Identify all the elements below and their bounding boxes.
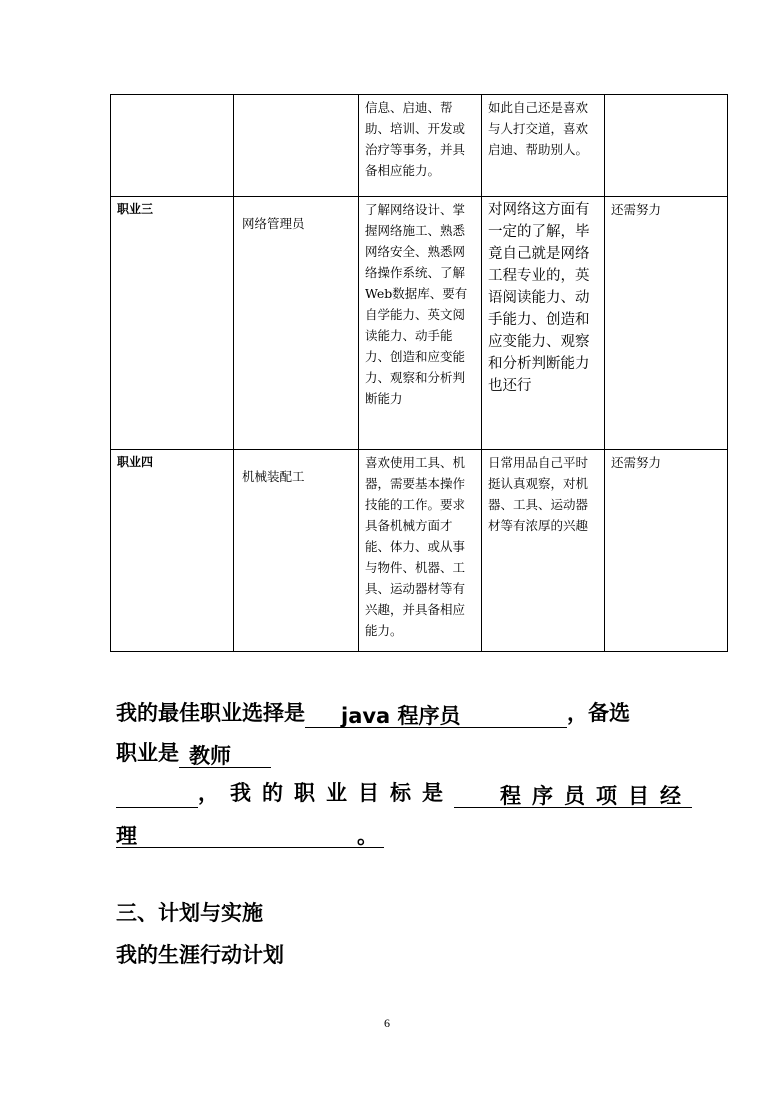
- job-name: 网络管理员: [242, 216, 305, 231]
- goal-value-end: 理: [116, 824, 137, 848]
- table-row: [111, 197, 728, 450]
- career-choice-line-2: [116, 738, 271, 768]
- section-subheading: 我的生涯行动计划: [116, 943, 284, 967]
- goal-text: ，我的职业目标是: [198, 781, 454, 805]
- best-career-value: java 程序员: [341, 704, 461, 728]
- goal-value: 程序员项目经: [500, 784, 692, 808]
- self-assessment-cell: 日常用品自己平时挺认真观察，对机器、工具、运动器材等有浓厚的兴趣: [482, 450, 605, 652]
- status-cell: [605, 95, 728, 197]
- requirements-cell: 喜欢使用工具、机器，需要基本操作技能的工作。要求具备机械方面才能、体力、或从事与物件、机器、工具、运动器材等有兴趣，并具备相应能力。: [359, 450, 482, 652]
- requirements-cell: 了解网络设计、掌握网络施工、熟悉网络安全、熟悉网络操作系统、了解Web数据库、要有自学能力、英文阅读能力、动手能力、创造和应变能力、观察和分析判断能力: [359, 197, 482, 450]
- page-number: 6: [384, 1016, 390, 1030]
- goal-leading-blank: [116, 781, 198, 808]
- career-cell: [111, 95, 234, 197]
- career-cell: 职业四: [111, 450, 234, 652]
- job-cell: [234, 197, 359, 450]
- status-cell: 还需努力: [605, 450, 728, 652]
- table-row: [111, 450, 728, 652]
- job-cell: [234, 450, 359, 652]
- alt-career-blank: [179, 741, 271, 768]
- goal-blank: [454, 781, 692, 808]
- table-row: [111, 95, 728, 197]
- career-goal-line-1: [116, 778, 692, 808]
- choice-text: 职业是: [116, 741, 179, 765]
- best-career-blank: [305, 701, 567, 728]
- job-name: 机械装配工: [242, 469, 305, 484]
- career-goal-line-2: [116, 818, 384, 848]
- career-cell: 职业三: [111, 197, 234, 450]
- status-cell: 还需努力: [605, 197, 728, 450]
- career-choice-line-1: [116, 698, 630, 728]
- job-cell: [234, 95, 359, 197]
- requirements-cell: 信息、启迪、帮助、培训、开发或治疗等事务，并具备相应能力。: [359, 95, 482, 197]
- self-assessment-cell: 如此自己还是喜欢与人打交道，喜欢启迪、帮助别人。: [482, 95, 605, 197]
- choice-text: ，备选: [567, 701, 630, 725]
- choice-text: 我的最佳职业选择是: [116, 701, 305, 725]
- alt-career-value: 教师: [189, 744, 231, 768]
- career-table: [110, 94, 728, 652]
- section-heading: 三、计划与实施: [116, 901, 263, 925]
- goal-period: 。: [357, 824, 378, 848]
- goal-continuation-blank: [116, 821, 384, 848]
- self-assessment-cell: 对网络这方面有一定的了解，毕竟自己就是网络工程专业的，英语阅读能力、动手能力、创造和应变能力、观察和分析判断能力也还行: [482, 197, 605, 450]
